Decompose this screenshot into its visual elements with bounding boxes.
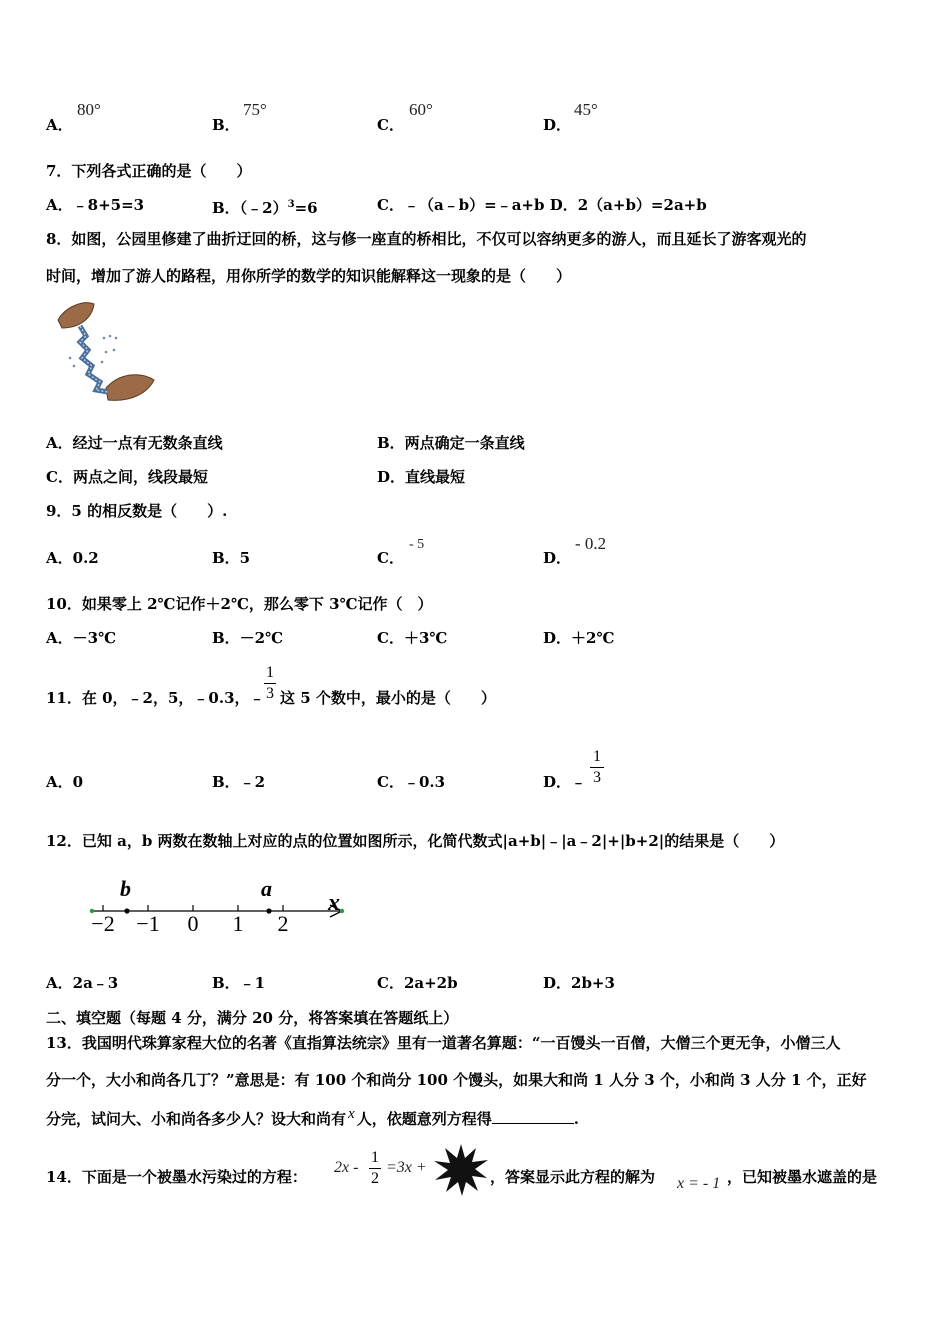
label-b: b bbox=[120, 876, 131, 901]
q6-option-d-value: 45° bbox=[574, 100, 598, 119]
q6-option-a-value: 80° bbox=[77, 100, 101, 119]
q8-option-c: C．两点之间，线段最短 bbox=[46, 468, 208, 486]
q9-stem: 9．5 的相反数是（ ）. bbox=[46, 502, 228, 520]
zigzag-bridge-figure bbox=[56, 300, 156, 404]
q11-fraction-den: 3 bbox=[266, 685, 274, 702]
q8-option-b: B．两点确定一条直线 bbox=[377, 434, 525, 452]
zigzag-bridge-path bbox=[80, 326, 108, 392]
q6-option-a-letter: A． bbox=[46, 116, 73, 134]
q12-stem: 12．已知 a，b 两数在数轴上对应的点的位置如图所示，化简代数式|a+b|﹣|a﹣2|+|b+2|的结果是（ ） bbox=[46, 832, 785, 850]
q10-option-d: D．＋2℃ bbox=[543, 629, 615, 647]
q6-option-b-letter: B． bbox=[212, 116, 240, 134]
q10-option-c: C．＋3℃ bbox=[377, 629, 448, 647]
tick-label: −2 bbox=[91, 911, 115, 936]
q7-option-a: A．﹣8+5=3 bbox=[46, 196, 145, 214]
lower-bank-shape bbox=[106, 375, 154, 401]
q14-eq-den: 2 bbox=[371, 1170, 379, 1187]
q11-option-b: B．﹣2 bbox=[212, 773, 266, 791]
q14-eq-left: 2x - bbox=[334, 1159, 359, 1176]
q9-option-c-letter: C． bbox=[377, 549, 404, 567]
q13-line3-post: 人，依题意列方程得 bbox=[356, 1110, 492, 1128]
q11-option-d-den: 3 bbox=[593, 769, 601, 786]
q14-stem-post: ，已知被墨水遮盖的是 bbox=[727, 1168, 878, 1186]
q13-line2: 分一个，大小和尚各几丁？”意思是：有 100 个和尚分 100 个馒头，如果大和尚 1 人分 3 个，小和尚 3 人分 1 个，正好 bbox=[46, 1071, 867, 1089]
q11-option-c: C．﹣0.3 bbox=[377, 773, 446, 791]
q6-option-d-letter: D． bbox=[543, 116, 572, 134]
q14-eq-fraction bbox=[369, 1149, 381, 1188]
q14-stem-pre: 14．下面是一个被墨水污染过的方程： bbox=[46, 1168, 307, 1186]
tick-label: 1 bbox=[232, 911, 244, 936]
q6-option-c-letter: C． bbox=[377, 116, 404, 134]
q7-option-cd: C．﹣（a﹣b）=﹣a+b D．2（a+b）=2a+b bbox=[377, 196, 707, 214]
q11-option-a: A．0 bbox=[46, 773, 84, 791]
q10-option-b: B．－2℃ bbox=[212, 629, 284, 647]
q9-option-a: A．0.2 bbox=[46, 549, 99, 567]
point-b bbox=[124, 908, 129, 913]
q13-line3 bbox=[46, 1106, 579, 1129]
point-a bbox=[266, 908, 271, 913]
q13-line1: 13．我国明代珠算家程大位的名著《直指算法统宗》里有一道著名算题：“一百馒头一百僧，大僧三个更无争，小僧三人 bbox=[46, 1034, 841, 1052]
q14-stem-mid: ，答案显示此方程的解为 bbox=[490, 1168, 656, 1186]
q9-option-b: B．5 bbox=[212, 549, 251, 567]
tick-label: −1 bbox=[136, 911, 160, 936]
ink-splash-shape bbox=[434, 1144, 488, 1196]
water-ripples bbox=[69, 335, 118, 368]
q9-option-d-value: - 0.2 bbox=[575, 534, 607, 553]
upper-bank-shape bbox=[58, 303, 94, 328]
q7-stem: 7．下列各式正确的是（ ） bbox=[46, 162, 252, 180]
number-line-figure bbox=[84, 874, 354, 936]
q12-option-b: B．﹣1 bbox=[212, 974, 266, 992]
q14-eq-right: =3x + bbox=[386, 1159, 427, 1176]
q8-stem-line1: 8．如图，公园里修建了曲折迂回的桥，这与修一座直的桥相比，不仅可以容纳更多的游人，而且延长了游客观光的 bbox=[46, 230, 807, 248]
q6-option-c-value: 60° bbox=[409, 100, 433, 119]
q9-option-c-value: - 5 bbox=[409, 537, 425, 552]
q8-option-d: D．直线最短 bbox=[377, 468, 466, 486]
q14-eq-num: 1 bbox=[371, 1149, 379, 1166]
q11-option-d-pre: D．﹣ bbox=[543, 773, 587, 791]
q10-option-a: A．－3℃ bbox=[46, 629, 117, 647]
q14-solution: x = - 1 bbox=[677, 1175, 721, 1192]
q13-line3-pre: 分完，试问大、小和尚各多少人？设大和尚有 bbox=[46, 1110, 347, 1128]
q12-option-c: C．2a+2b bbox=[377, 974, 458, 992]
label-a: a bbox=[261, 876, 272, 901]
q8-stem-line2: 时间，增加了游人的路程，用你所学的数学的知识能解释这一现象的是（ ） bbox=[46, 267, 572, 285]
q7-option-b bbox=[212, 196, 318, 217]
tick-label: 0 bbox=[187, 911, 199, 936]
q11-fraction-num: 1 bbox=[266, 664, 274, 681]
q12-option-d: D．2b+3 bbox=[543, 974, 615, 992]
q7-option-b-sup: 3 bbox=[287, 199, 295, 210]
q12-option-a: A．2a﹣3 bbox=[46, 974, 119, 992]
label-x: x bbox=[328, 890, 340, 916]
q7-option-b-pre: B．（﹣2） bbox=[212, 199, 288, 217]
q7-option-b-post: =6 bbox=[294, 199, 318, 217]
q9-option-d-letter: D． bbox=[543, 549, 572, 567]
q8-option-a: A．经过一点有无数条直线 bbox=[46, 434, 223, 452]
tick-label: 2 bbox=[277, 911, 289, 936]
section-title: 二、填空题（每题 4 分，满分 20 分，将答案填在答题纸上） bbox=[46, 1009, 459, 1027]
q13-line3-end: . bbox=[573, 1110, 579, 1128]
q6-option-b-value: 75° bbox=[243, 100, 267, 119]
q11-stem-pre: 11．在 0，﹣2，5，﹣0.3，﹣ bbox=[46, 689, 265, 707]
q11-stem-post: 这 5 个数中，最小的是（ ） bbox=[280, 689, 496, 707]
ink-blot-icon bbox=[434, 1144, 488, 1196]
q11-fraction bbox=[264, 664, 276, 703]
axis-end-dot bbox=[340, 909, 344, 913]
q10-stem: 10．如果零上 2℃记作＋2℃，那么零下 3℃记作（ ） bbox=[46, 595, 433, 613]
q13-answer-blank[interactable] bbox=[492, 1109, 574, 1124]
q11-option-d-num: 1 bbox=[593, 748, 601, 765]
q13-variable-x: x bbox=[348, 1106, 355, 1122]
q11-option-d-fraction bbox=[590, 748, 604, 787]
